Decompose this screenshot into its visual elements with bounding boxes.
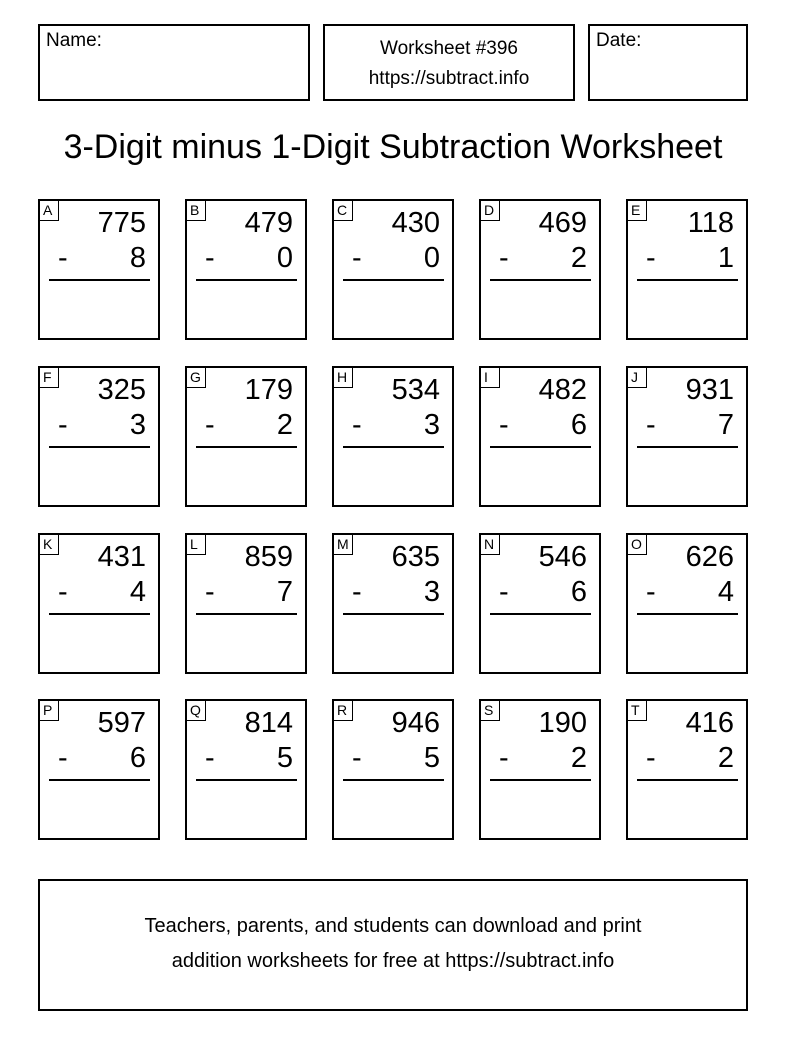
minuend: 775 [97,207,146,239]
minus-sign: - [352,576,362,608]
problem-card[interactable] [185,699,307,840]
answer-line [490,446,591,448]
minuend: 597 [97,707,146,739]
minus-sign: - [646,409,656,441]
minuend: 179 [244,374,293,406]
answer-line [196,613,297,615]
problem-card[interactable] [626,699,748,840]
minuend: 946 [391,707,440,739]
minus-sign: - [58,409,68,441]
problem-card[interactable] [626,199,748,340]
answer-line [196,446,297,448]
worksheet-number: Worksheet #396 [379,38,518,59]
answer-line [49,613,150,615]
problem-card[interactable] [38,199,160,340]
problem-card[interactable] [479,699,601,840]
subtrahend: 4 [717,576,734,608]
minus-sign: - [205,742,215,774]
footer-line-2: addition worksheets for free at https://subtract.info [171,950,615,972]
subtrahend: 2 [717,742,734,774]
minus-sign: - [499,242,509,274]
subtrahend: 5 [423,742,440,774]
answer-line [49,279,150,281]
date-label: Date: [596,30,642,51]
problem-card[interactable] [332,533,454,674]
footer-box [38,879,748,1011]
subtrahend: 5 [276,742,293,774]
minus-sign: - [205,576,215,608]
answer-line [343,279,444,281]
problem-letter: Q [186,700,206,721]
minuend: 416 [685,707,734,739]
problem-letter: K [39,534,59,555]
problem-card[interactable] [626,366,748,507]
minuend: 469 [538,207,587,239]
minus-sign: - [352,742,362,774]
problem-card[interactable] [185,533,307,674]
subtrahend: 3 [423,409,440,441]
minuend: 482 [538,374,587,406]
problem-letter: R [333,700,353,721]
problem-letter: T [627,700,647,721]
answer-line [196,779,297,781]
subtrahend: 2 [276,409,293,441]
problem-card[interactable] [332,366,454,507]
subtrahend: 6 [570,409,587,441]
problem-letter: O [627,534,647,555]
minuend: 190 [538,707,587,739]
minuend: 859 [244,541,293,573]
minus-sign: - [58,576,68,608]
minuend: 479 [244,207,293,239]
minus-sign: - [646,742,656,774]
problem-letter: E [627,200,647,221]
problem-letter: N [480,534,500,555]
minus-sign: - [646,242,656,274]
subtrahend: 8 [129,242,146,274]
problem-card[interactable] [38,533,160,674]
problem-card[interactable] [185,366,307,507]
subtrahend: 0 [423,242,440,274]
problem-letter: D [480,200,500,221]
problem-card[interactable] [332,699,454,840]
worksheet-url[interactable]: https://subtract.info [368,68,530,89]
problem-letter: M [333,534,353,555]
date-box[interactable] [588,24,748,101]
minus-sign: - [205,242,215,274]
footer-line-1: Teachers, parents, and students can download and print [144,915,642,937]
subtrahend: 0 [276,242,293,274]
minuend: 431 [97,541,146,573]
minuend: 118 [687,207,734,239]
subtrahend: 2 [570,742,587,774]
problem-letter: F [39,367,59,388]
problem-card[interactable] [185,199,307,340]
subtrahend: 7 [276,576,293,608]
problem-card[interactable] [479,366,601,507]
subtrahend: 6 [570,576,587,608]
subtrahend: 6 [129,742,146,774]
answer-line [343,779,444,781]
problem-letter: S [480,700,500,721]
minuend: 534 [391,374,440,406]
subtrahend: 3 [423,576,440,608]
answer-line [637,779,738,781]
minus-sign: - [352,242,362,274]
worksheet-info-box [323,24,575,101]
minuend: 931 [685,374,734,406]
minuend: 635 [391,541,440,573]
answer-line [490,279,591,281]
problem-letter: B [186,200,206,221]
page-title: 3-Digit minus 1-Digit Subtraction Worksheet [63,128,723,166]
problem-letter: J [627,367,647,388]
minus-sign: - [499,409,509,441]
minus-sign: - [499,576,509,608]
minuend: 325 [97,374,146,406]
problem-letter: L [186,534,206,555]
answer-line [49,779,150,781]
name-box[interactable] [38,24,310,101]
problem-letter: C [333,200,353,221]
answer-line [637,446,738,448]
minus-sign: - [499,742,509,774]
problem-card[interactable] [38,366,160,507]
minus-sign: - [205,409,215,441]
subtrahend: 1 [717,242,734,274]
problem-letter: H [333,367,353,388]
answer-line [490,613,591,615]
problem-letter: A [39,200,59,221]
minus-sign: - [646,576,656,608]
problem-letter: I [480,367,500,388]
minuend: 814 [244,707,293,739]
problem-letter: G [186,367,206,388]
minuend: 626 [685,541,734,573]
problem-card[interactable] [332,199,454,340]
answer-line [637,279,738,281]
problem-card[interactable] [38,699,160,840]
answer-line [196,279,297,281]
answer-line [343,446,444,448]
subtrahend: 3 [129,409,146,441]
answer-line [49,446,150,448]
name-label: Name: [46,30,102,51]
answer-line [637,613,738,615]
subtrahend: 2 [570,242,587,274]
problem-card[interactable] [626,533,748,674]
problem-letter: P [39,700,59,721]
minuend: 430 [391,207,440,239]
subtrahend: 7 [717,409,734,441]
minuend: 546 [538,541,587,573]
minus-sign: - [58,742,68,774]
minus-sign: - [58,242,68,274]
subtrahend: 4 [129,576,146,608]
problem-card[interactable] [479,533,601,674]
problem-card[interactable] [479,199,601,340]
answer-line [490,779,591,781]
minus-sign: - [352,409,362,441]
answer-line [343,613,444,615]
